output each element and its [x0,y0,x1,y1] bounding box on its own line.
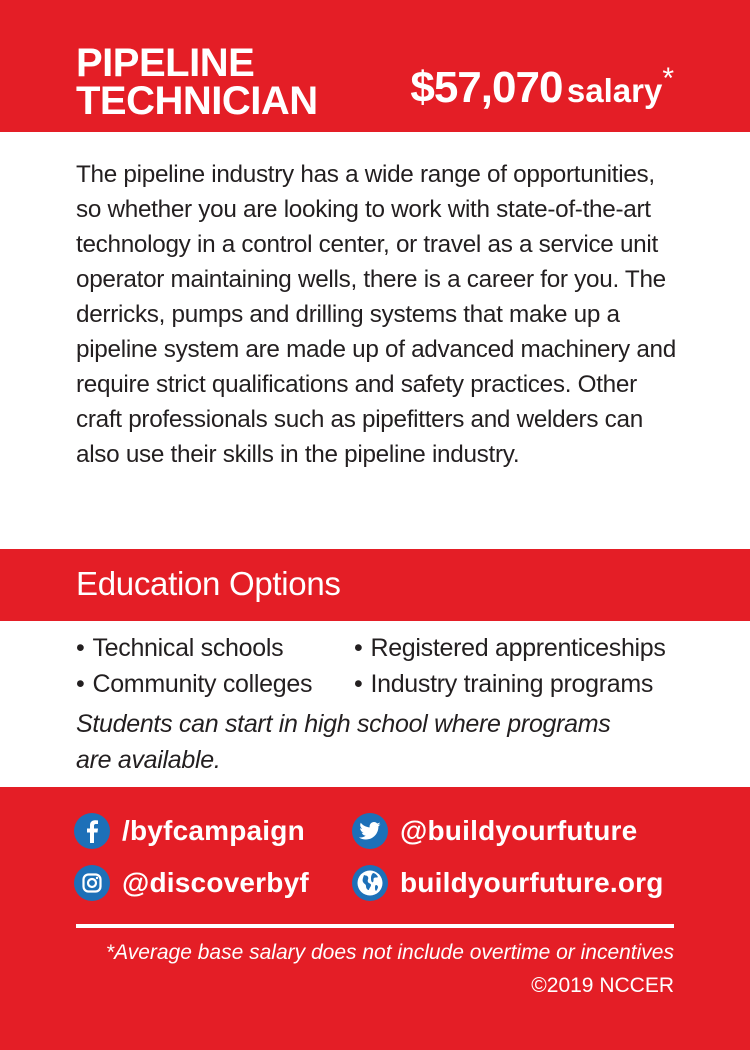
twitter-icon [352,813,388,849]
education-note-line1: Students can start in high school where programs [76,710,611,738]
education-list-left [76,630,312,702]
salary-disclaimer: *Average base salary does not include overtime or incentives [105,941,674,964]
education-note [76,706,636,778]
list-item: • Industry training programs [354,666,666,702]
list-item: • Community colleges [76,666,312,702]
website-url: buildyourfuture.org [400,867,664,898]
job-title-line2: TECHNICIAN [76,79,318,123]
salary-label: salary [566,72,663,109]
instagram-link[interactable] [74,865,309,901]
instagram-handle: @discoverbyf [122,867,309,898]
facebook-link[interactable] [74,813,305,849]
career-description: The pipeline industry has a wide range of opportunities, so whether you are looking to work with state-of-the-art technology in a control center, or travel as a service unit operator maintaining wells, there is a career for you. The derricks, pumps and drilling systems that make up a pipeline system are made up of advanced machinery and require strict qualifications and safety practices. Other craft professionals such as pipefitters and welders can also use their skills in the pipeline industry. [76,161,676,468]
twitter-handle: @buildyourfuture [400,815,638,846]
salary-amount: $57,070 [410,63,563,112]
footer-divider [76,924,674,928]
website-link[interactable] [352,865,664,901]
salary-footnote-marker: * [662,62,674,95]
list-item: • Registered apprenticeships [354,630,666,666]
globe-icon [352,865,388,901]
salary [410,62,674,113]
facebook-icon [74,813,110,849]
education-note-line2: are available. [76,746,221,774]
job-title [76,41,376,123]
instagram-icon [74,865,110,901]
list-item: • Technical schools [76,630,312,666]
copyright: ©2019 NCCER [531,974,674,997]
job-title-line1: PIPELINE [76,41,255,85]
education-list-right [354,630,666,702]
education-title: Education Options [76,565,341,602]
facebook-handle: /byfcampaign [122,815,305,846]
twitter-link[interactable] [352,813,637,849]
